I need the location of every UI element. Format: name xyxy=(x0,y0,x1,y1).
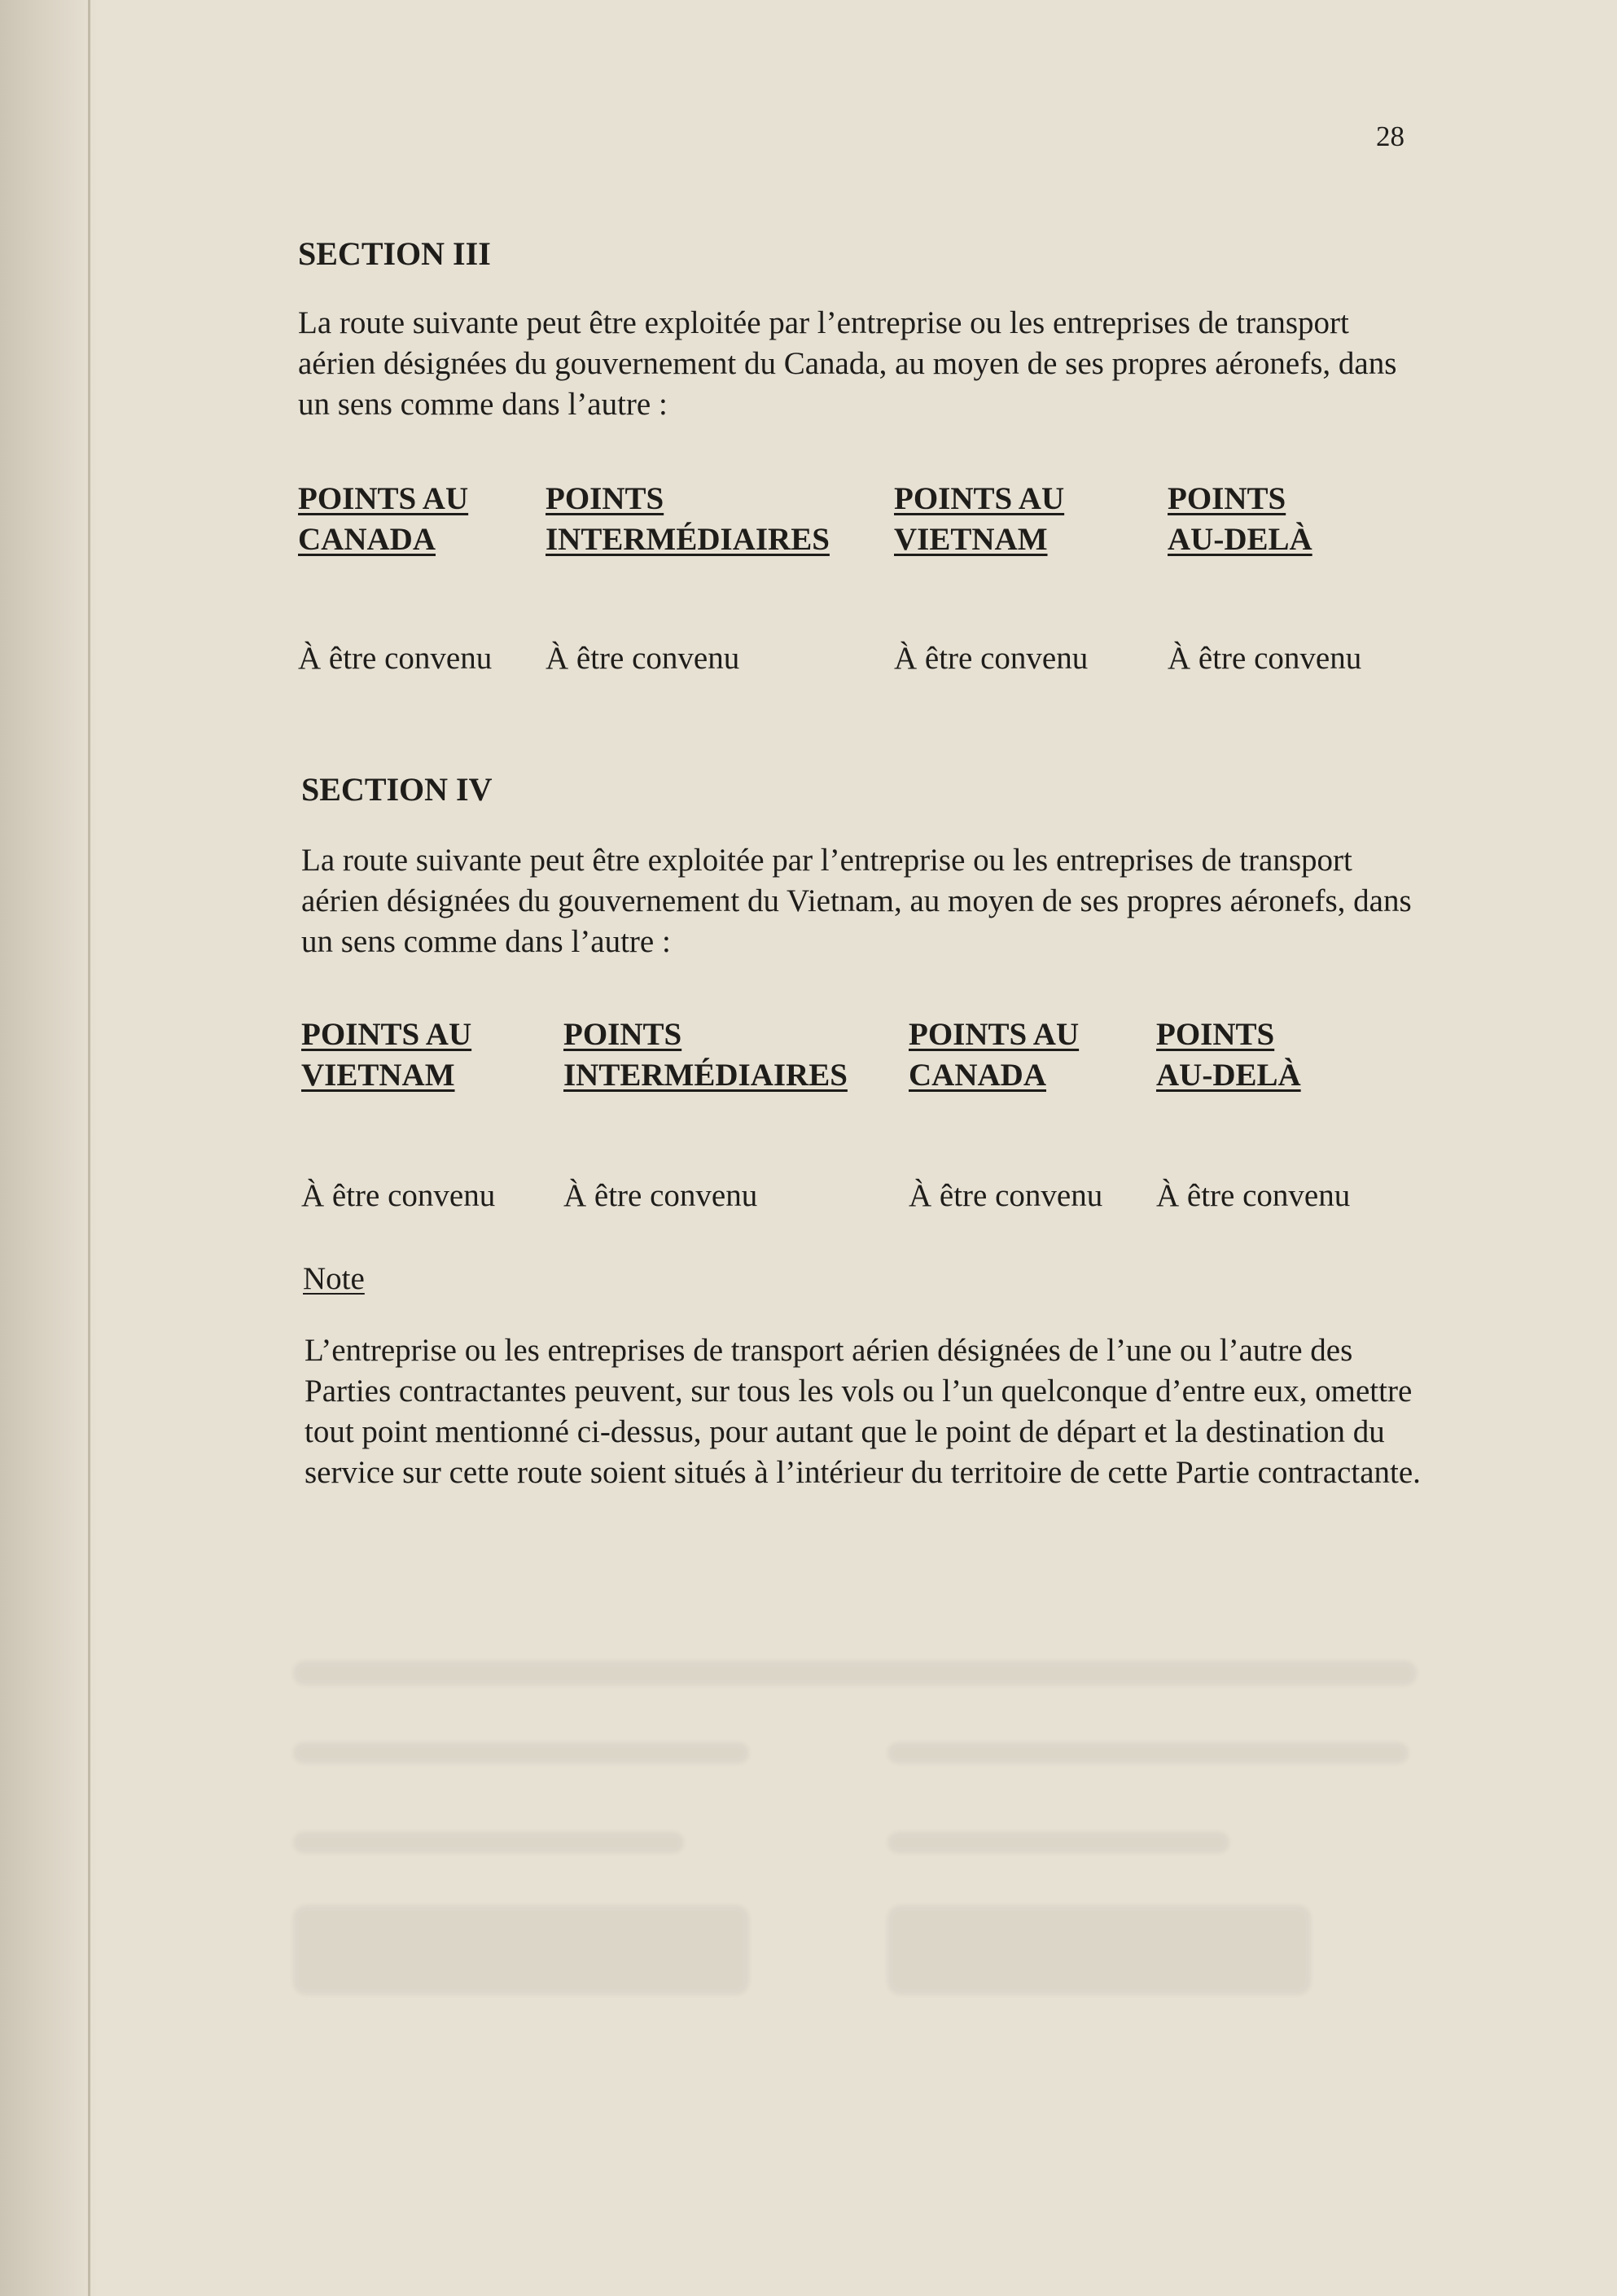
section-4-title: SECTION IV xyxy=(301,771,493,808)
section-4-paragraph: La route suivante peut être exploitée par l’entreprise ou les entreprises de transport aérien désignées du gouvernement du Vietnam, au moyen de ses propres aéronefs, dans un sens comme dans l’autre : xyxy=(301,843,1412,959)
section-3-paragraph: La route suivante peut être exploitée par l’entreprise ou les entreprises de transport aérien désignées du gouvernement du Canada, au moyen de ses propres aéronefs, dans un sens comme dans l’autre : xyxy=(298,305,1397,422)
section-4-header-points-au-dela: POINTS AU-DELÀ xyxy=(1156,1017,1301,1093)
section-3-value-intermediaires: À être convenu xyxy=(546,641,740,676)
section-4-value-canada: À être convenu xyxy=(909,1178,1103,1213)
page-binding-shadow xyxy=(0,0,98,2296)
section-3-header-points-au-dela: POINTS AU-DELÀ xyxy=(1168,481,1312,557)
section-4-header-points-au-vietnam: POINTS AU VIETNAM xyxy=(301,1017,472,1093)
page-fold-line xyxy=(88,0,90,2296)
page-number: 28 xyxy=(1376,120,1404,152)
section-4-value-vietnam: À être convenu xyxy=(301,1178,496,1213)
section-4-value-intermediaires: À être convenu xyxy=(563,1178,758,1213)
section-3-header-points-au-canada: POINTS AU CANADA xyxy=(298,481,469,557)
section-3-title: SECTION III xyxy=(298,235,491,272)
section-4-header-points-au-canada: POINTS AU CANADA xyxy=(909,1017,1080,1093)
note-label: Note xyxy=(303,1261,365,1296)
section-3-header-points-intermediaires: POINTS INTERMÉDIAIRES xyxy=(546,481,830,557)
section-3-value-au-dela: À être convenu xyxy=(1168,641,1362,676)
section-3-value-canada: À être convenu xyxy=(298,641,493,676)
section-4-value-au-dela: À être convenu xyxy=(1156,1178,1351,1213)
section-3-value-vietnam: À être convenu xyxy=(894,641,1089,676)
note-paragraph: L’entreprise ou les entreprises de transport aérien désignées de l’une ou l’autre des Parties contractantes peuvent, sur tous les vols ou l’un quelconque d’entre eux, omettre tout point mentionné ci-dessus, pour autant que le point de départ et la destination du service sur cette route soient situés à l’intérieur du territoire de cette Partie contractante. xyxy=(305,1333,1421,1490)
section-4-header-points-intermediaires: POINTS INTERMÉDIAIRES xyxy=(563,1017,848,1093)
section-3-header-points-au-vietnam: POINTS AU VIETNAM xyxy=(894,481,1065,557)
